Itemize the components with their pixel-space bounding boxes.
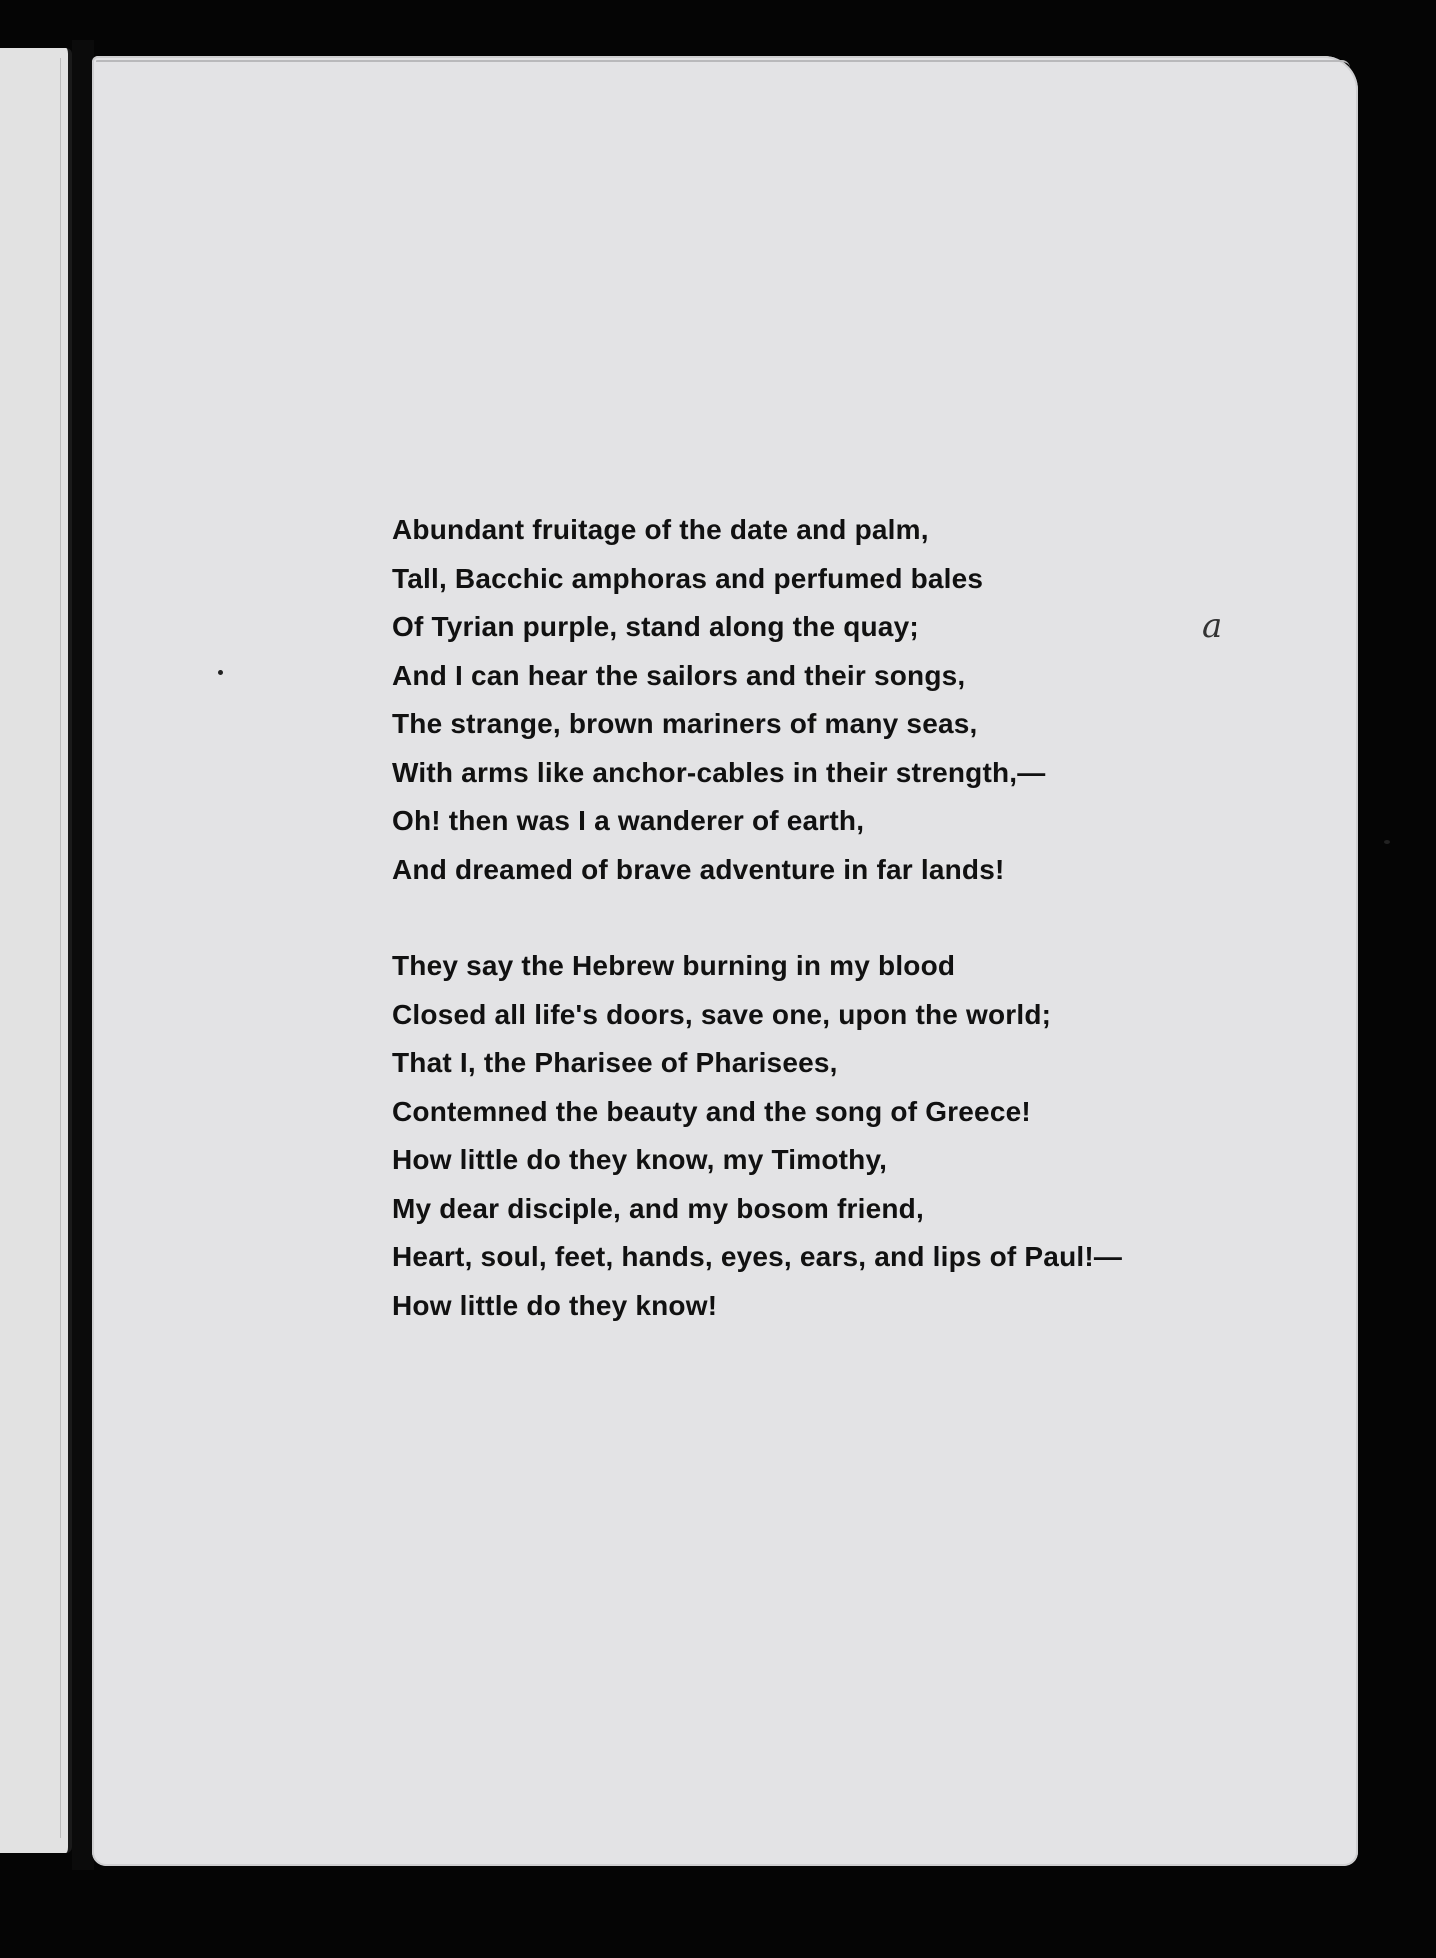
poem-line: My dear disciple, and my bosom friend, — [392, 1192, 924, 1224]
poem-line: And dreamed of brave adventure in far lands! — [392, 853, 1005, 885]
poem-line: How little do they know, my Timothy, — [392, 1144, 888, 1175]
poem-line: And I can hear the sailors and their songs, — [392, 659, 966, 691]
handwritten-margin-note: a — [1202, 606, 1223, 646]
facing-page-edge — [0, 48, 72, 1853]
poem-line: Oh! then was I a wanderer of earth, — [392, 805, 865, 836]
poem-line: Of Tyrian purple, stand along the quay; — [392, 611, 919, 642]
poem-stanza-2 — [392, 942, 1322, 1330]
book-page — [92, 56, 1358, 1866]
poem-line: They say the Hebrew burning in my blood — [392, 950, 956, 981]
book-gutter — [72, 40, 94, 1870]
poem-text — [392, 506, 1322, 1330]
poem-line: Contemned the beauty and the song of Greece! — [392, 1095, 1031, 1127]
poem-line: With arms like anchor-cables in their strength,— — [392, 756, 1046, 788]
poem-line: Closed all life's doors, save one, upon the world; — [392, 998, 1052, 1030]
poem-line: Tall, Bacchic amphoras and perfumed bales — [392, 562, 984, 594]
poem-line: That I, the Pharisee of Pharisees, — [392, 1047, 838, 1078]
poem-line: The strange, brown mariners of many seas, — [392, 708, 978, 739]
poem-line: Abundant fruitage of the date and palm, — [392, 514, 929, 545]
poem-stanza-1 — [392, 506, 1322, 894]
dust-speck — [218, 670, 223, 675]
facing-page-inner-edge — [6, 58, 61, 1838]
poem-line: Heart, soul, feet, hands, eyes, ears, and lips of Paul!— — [392, 1241, 1123, 1272]
poem-line: How little do they know! — [392, 1289, 718, 1321]
dust-speck — [1384, 840, 1390, 844]
